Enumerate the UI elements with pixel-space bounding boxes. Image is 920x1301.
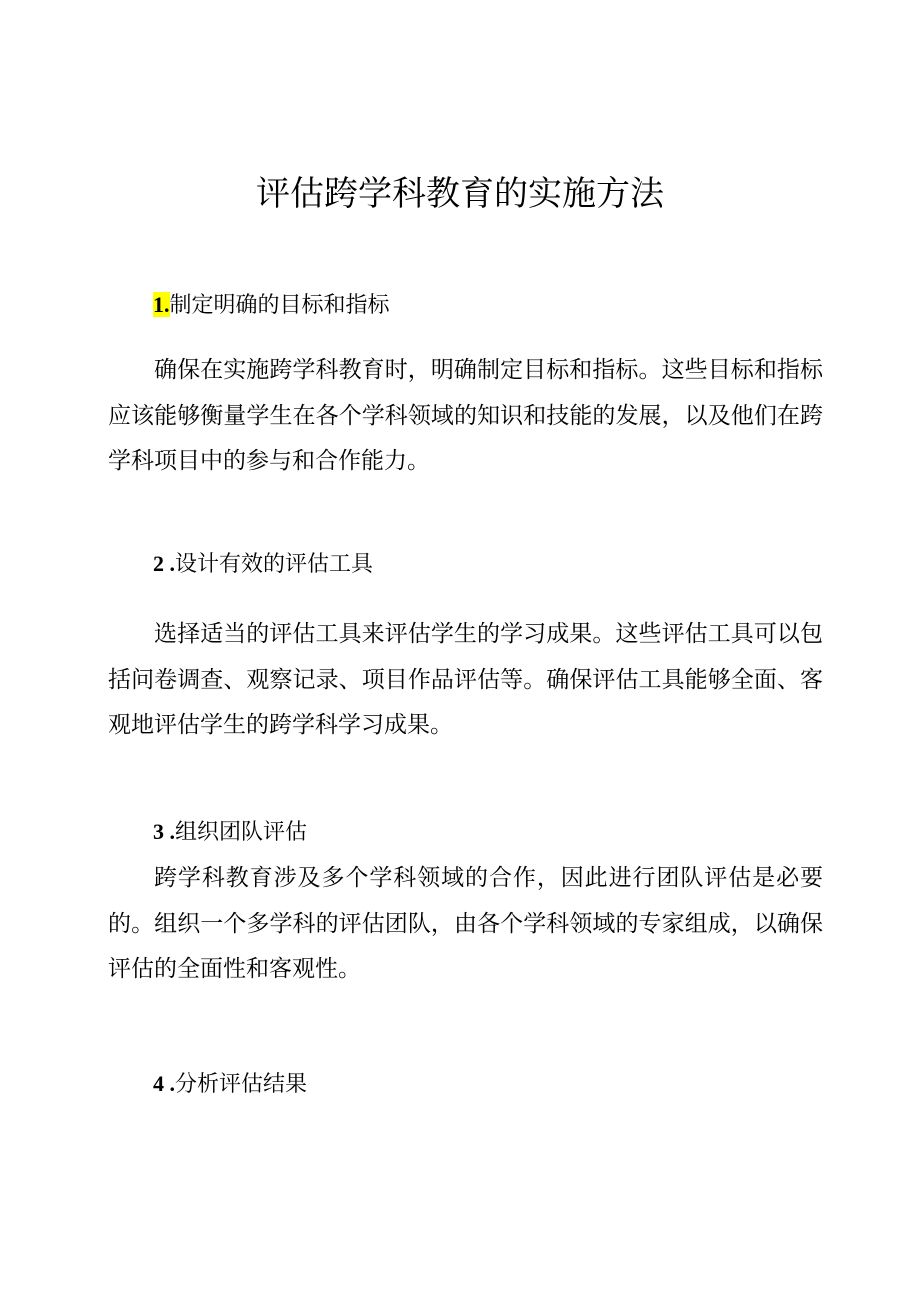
section-number-3: 3 . [153,819,175,844]
section-title-4: 分析评估结果 [175,1072,308,1097]
section-number-4: 4 . [153,1071,175,1096]
section-body-2: 选择适当的评估工具来评估学生的学习成果。这些评估工具可以包括问卷调查、观察记录、项目作品评估等。确保评估工具能够全面、客观地评估学生的跨学科学习成果。 [108,621,823,738]
section-title-2: 设计有效的评估工具 [175,552,374,577]
section-number-2: 2 . [153,551,175,576]
section-heading-4 [153,1069,307,1100]
section-number-1: 1. [153,292,170,317]
section-heading-3 [153,817,307,848]
section-body-3: 跨学科教育涉及多个学科领域的合作，因此进行团队评估是必要的。组织一个多学科的评估团队，由各个学科领域的专家组成，以确保评估的全面性和客观性。 [108,865,823,982]
section-body-1: 确保在实施跨学科教育时，明确制定目标和指标。这些目标和指标应该能够衡量学生在各个学科领域的知识和技能的发展，以及他们在跨学科项目中的参与和合作能力。 [108,357,823,474]
section-heading-1 [153,290,390,321]
document-title: 评估跨学科教育的实施方法 [256,174,664,214]
section-title-1: 制定明确的目标和指标 [169,293,390,318]
section-title-3: 组织团队评估 [175,820,308,845]
section-heading-2 [153,549,373,580]
